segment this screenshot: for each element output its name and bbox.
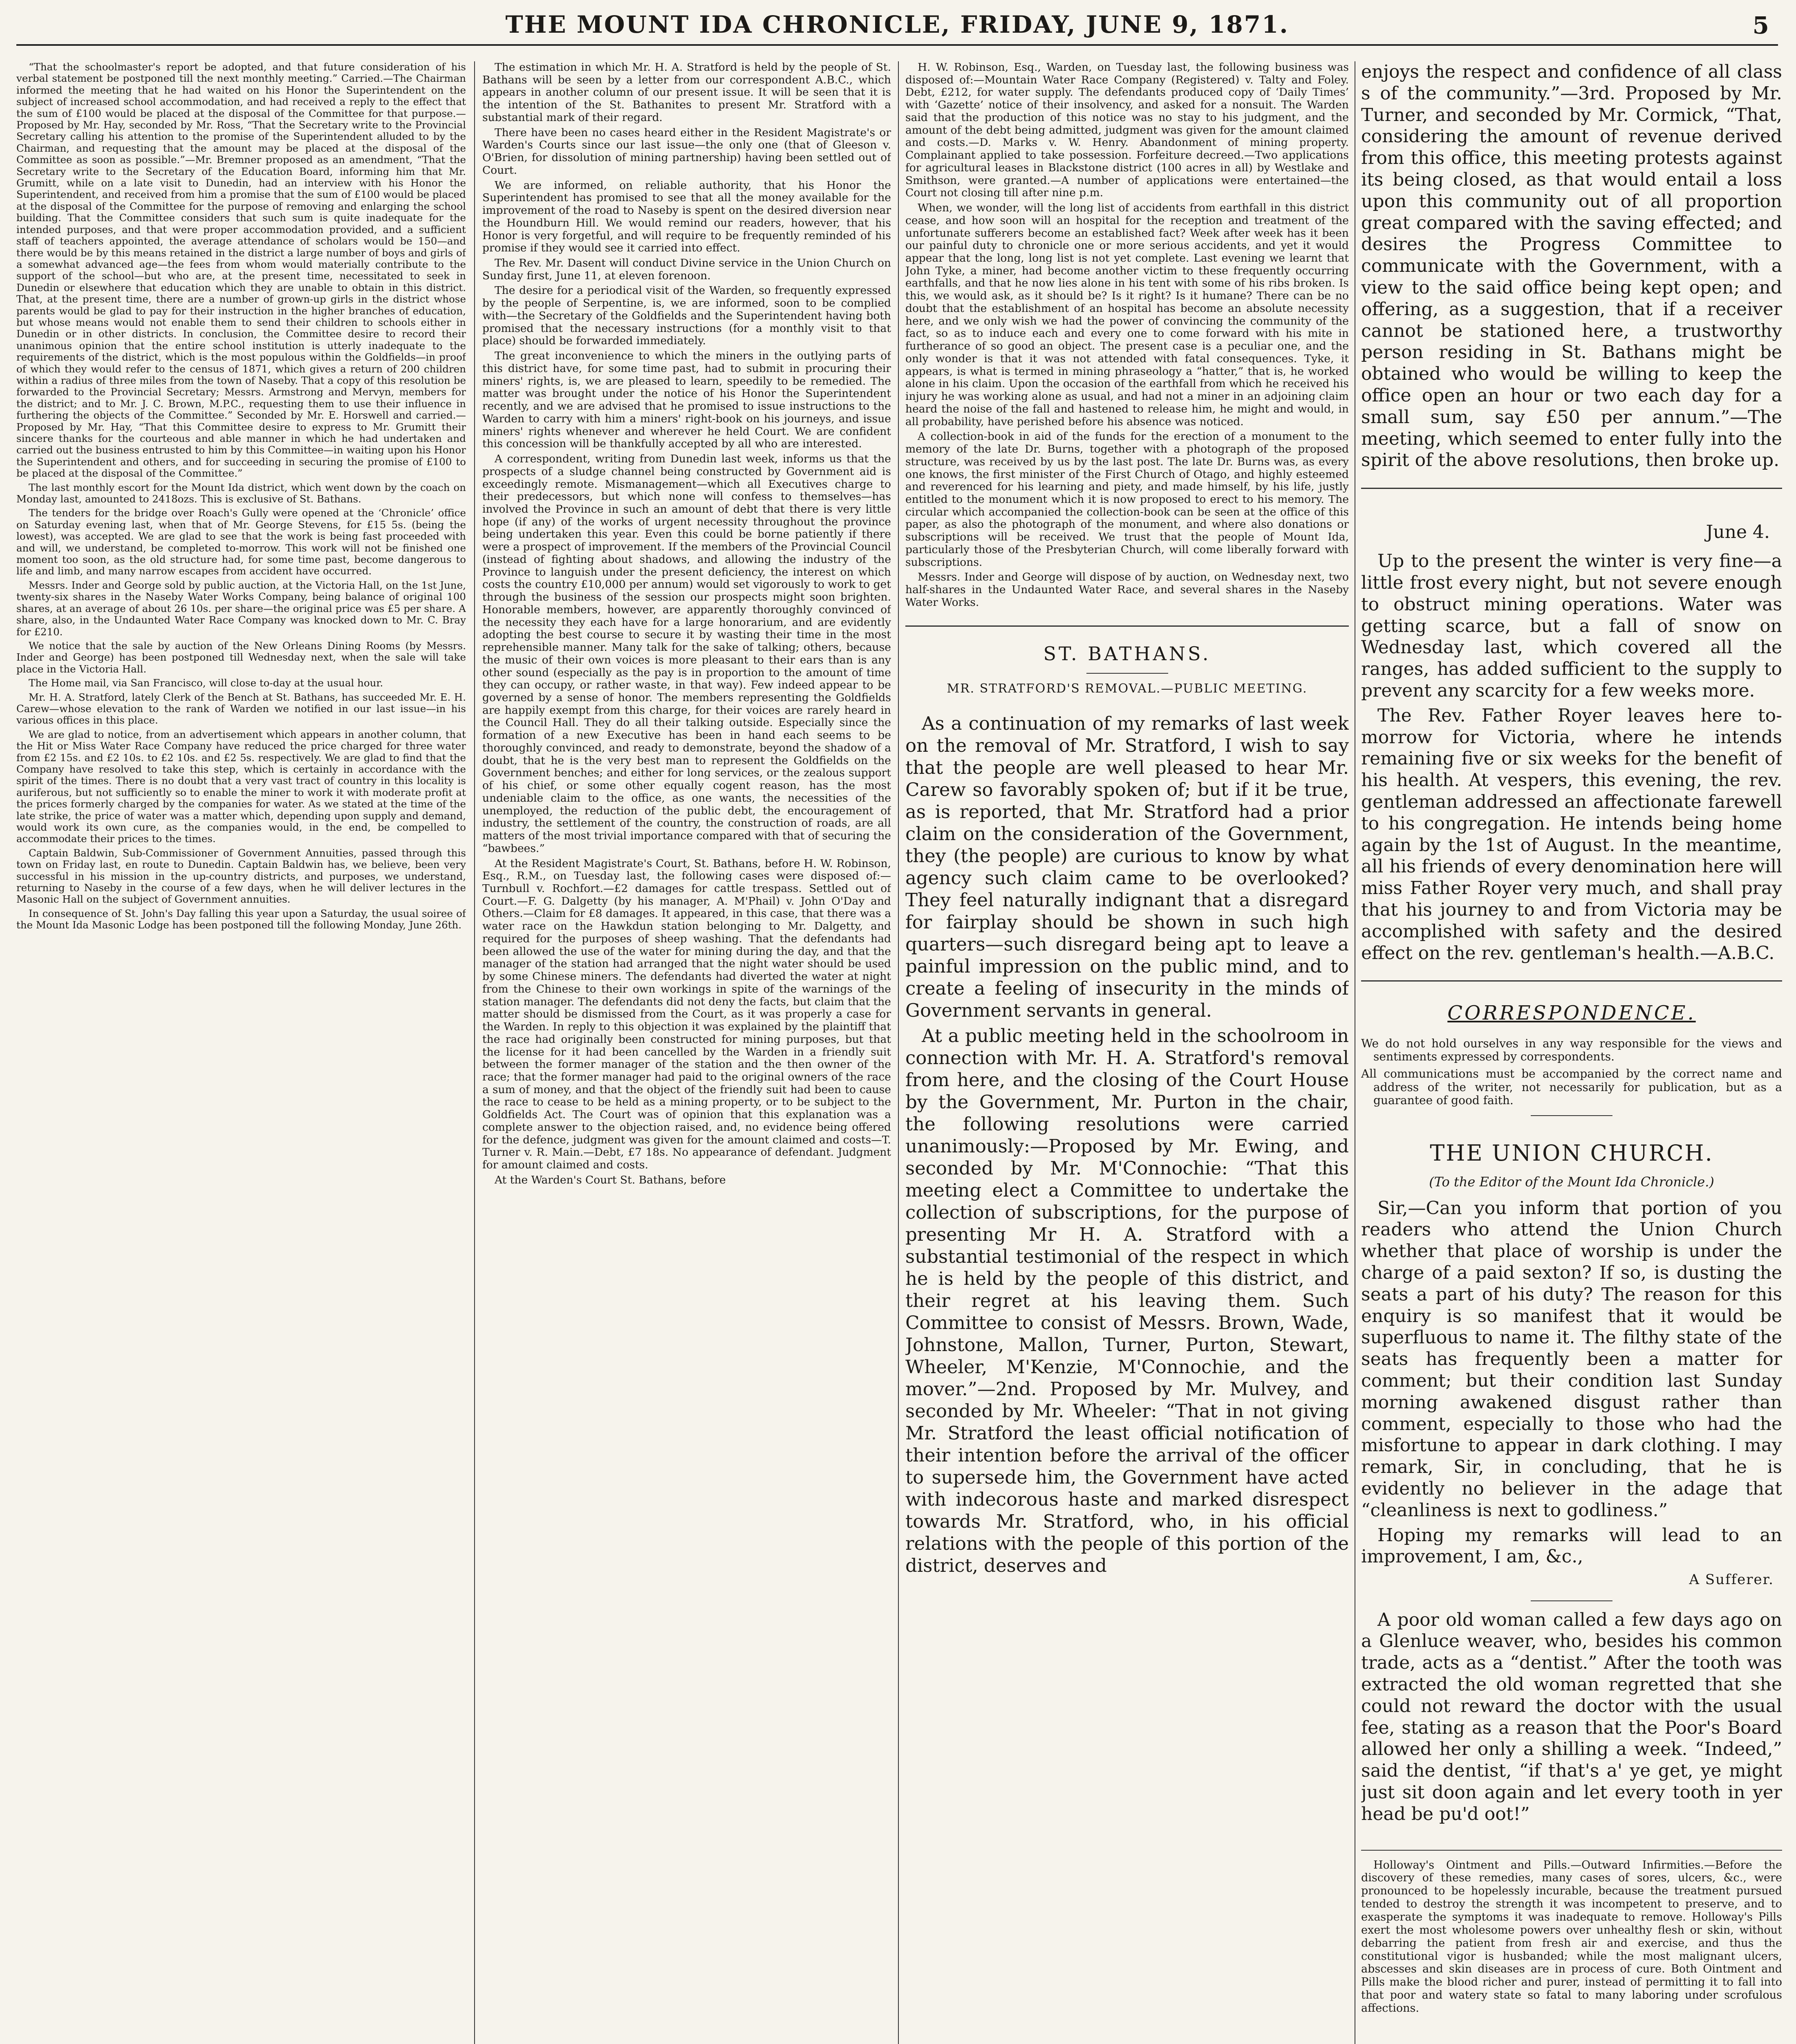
article-paragraph: At a public meeting held in the schoolroom in connection with Mr. H. A. Stratford's removal from here, and the closing of the Court House by the Government, Mr. Purton in the chair, the following resolutions were carried unanimously:—Proposed by Mr. Ewing, and seconded by Mr. M'Connochie: “That this meeting elect a Committee to undertake the collection of subscriptions, for the purpose of presenting Mr H. A. Stratford with a substantial testimonial of the respect in which he is held by the people of this district, and their regret at his leaving them. Such Committee to consist of Messrs. Brown, Wade, Johnstone, Mallon, Turner, Purton, Stewart, Wheeler, M'Kenzie, M'Connochie, and the mover.”—2nd. Proposed by Mr. Mulvey, and seconded by Mr. Wheeler: “That in not giving Mr. Stratford the least official notification of their intention before the arrival of the officer to supersede him, the Government have acted with indecorous haste and marked disrespect towards Mr. Stratford, who, in his official relations with the people of this portion of the district, deserves and — [905, 1024, 1349, 1576]
section-title: ST. BATHANS. — [1043, 642, 1211, 665]
news-paragraph: The Rev. Mr. Dasent will conduct Divine service in the Union Church on Sunday first, June 11, at eleven forenoon. — [482, 257, 891, 282]
divider — [1361, 488, 1782, 489]
news-paragraph: A collection-book in aid of the funds for the erection of a monument to the memory of the late Dr. Burns, together with a photograph of the proposed structure, was received by us by the last post. The late Dr. Burns was, as every one knows, the first minister of the First Church of Otago, and highly esteemed and reverenced for his learning and piety, and made himself, by his life, justly entitled to the monument which it is now proposed to erect to his memory. The circular which accompanied the collection-book can be seen at the office of this paper, as also the photograph of the monument, and where also donations or subscriptions will be received. We trust that the people of Mount Ida, particularly those of the Presbyterian Church, will come liberally forward with subscriptions. — [905, 430, 1349, 569]
correspondence-heading: CORRESPONDENCE. — [1447, 1002, 1696, 1025]
letter-body — [1361, 1198, 1782, 1568]
news-paragraph: Messrs. Inder and George will dispose of by auction, on Wednesday next, two half-shares in the Undaunted Water Race, and several shares in the Naseby Water Works. — [905, 571, 1349, 609]
large-type-article — [1361, 551, 1782, 964]
masthead — [16, 7, 1778, 46]
news-paragraph: In consequence of St. John's Day falling this year upon a Saturday, the usual soiree of the Mount Ida Masonic Lodge has been postponed till the following Monday, June 26th. — [16, 907, 466, 931]
anecdote — [1361, 1609, 1782, 1825]
article-paragraph: The Rev. Father Royer leaves here to-morrow for Victoria, where he intends remaining five or six weeks for the benefit of his health. At vespers, this evening, the rev. gentleman addressed an affectionate farewell to his congregation. He intends being home again by the 1st of August. In the meantime, all his friends of every denomination here will miss Father Royer very much, and shall pray that his journey to and from Victoria may be accomplished with safety and the desired effect on the rev. gentleman's health.—A.B.C. — [1361, 705, 1782, 964]
article-paragraph: enjoys the respect and confidence of all class s of the community.”—3rd. Proposed by Mr. Turner, and seconded by Mr. Cormick, “That, considering the amount of revenue derived from this office, this meeting protests against its being closed, as that would entail a loss upon this community out of all proportion great compared with the saving effected; and desires the Progress Committee to communicate with the Government, with a view to the said office being kept open; and offering, as a suggestion, that if a receiver cannot be stationed here, a trustworthy person residing in St. Bathans might be obtained who would be willing to keep the office open an hour or two each day for a small sum, say £50 per annum.”—The meeting, which seemed to enter fully into the spirit of the above resolutions, then broke up. — [1361, 61, 1782, 471]
column-3 — [905, 61, 1349, 2044]
column-4 — [1361, 61, 1782, 2044]
news-paragraph: We notice that the sale by auction of the New Orleans Dining Rooms (by Messrs. Inder and George) has been postponed till Wednesday next, when the sale will take place in the Victoria Hall. — [16, 639, 466, 675]
news-paragraph: At the Warden's Court St. Bathans, before — [495, 1173, 726, 1186]
column-rule — [898, 61, 899, 2044]
news-paragraph: Mr. H. A. Stratford, lately Clerk of the Bench at St. Bathans, has succeeded Mr. E. H. Carew—whose elevation to the rank of Warden we notified in our last issue—in his various offices in this place. — [16, 691, 466, 726]
news-paragraph: When, we wonder, will the long list of accidents from earthfall in this district cease, and how soon will an hospital for the reception and treatment of the unfortunate sufferers become an established fact? Week after week has it been our painful duty to chronicle one or more serious accidents, and yet it would appear that the long, long list is not yet complete. Last evening we learnt that John Tyke, a miner, had become another victim to these frequently occurring earthfalls, and that he now lies alone in his tent with some of his ribs broken. Is this, we would ask, as it should be? Is it right? Is it humane? There can be no doubt that the establishment of an hospital has become an absolute necessity here, and we only wish we had the power of convincing the community of the fact, so as to induce each and every one to come forward with his mite in furtherance of so good an object. The present case is a peculiar one, and the only wonder is that it was not attended with fatal consequences. Tyke, it appears, is what is termed in mining phraseology a “hatter,” that is, he worked alone in his claim. Upon the occasion of the earthfall from which he received his injury he was working alone as usual, and had not a miner in an adjoining claim heard the noise of the fall and hastened to release him, he might and would, in all probability, have perished before his absence was noticed. — [905, 202, 1349, 428]
letter-closing: Hoping my remarks will lead to an improvement, I am, &c., — [1361, 1524, 1782, 1567]
advertisement-text: Holloway's Ointment and Pills.—Outward Infirmities.—Before the discovery of these remedies, many cases of sores, ulcers, &c., were pronounced to be hopelessly incurable, because the treatment pursued tended to destroy the strength it was incompetent to preserve, and to exasperate the symptoms it was inadequate to remove. Holloway's Pills exert the most wholesome powers over unhealthy flesh or skin, without debarring the patient from fresh air and exercise, and thus the constitutional vigor is husbanded; while the most malignant ulcers, abscesses and skin diseases are in process of cure. Both Ointment and Pills make the blood richer and purer, instead of permitting it to fall into that poor and watery state so fatal to many laboring under scrofulous affections. — [1361, 1858, 1782, 2015]
news-paragraph: Messrs. Inder and George sold by public auction, at the Victoria Hall, on the 1st June, twenty-six shares in the Naseby Water Works Company, being balance of original 100 shares, at an average of about 26 10s. per share—the original price was £5 per share. A share, also, in the Undaunted Water Race Company was knocked down to Mr. C. Bray for £210. — [16, 579, 466, 638]
divider — [1086, 673, 1168, 674]
article-paragraph: Up to the present the winter is very fine—a little frost every night, but not severe enough to obstruct mining operations. Water was getting scarce, but a fall of snow on Wednesday last, which covered all the ranges, has added sufficient to the supply to prevent any scarcity for a few weeks more. — [1361, 551, 1782, 701]
dateline: June 4. — [1706, 522, 1770, 543]
letter-heading: THE UNION CHURCH. — [1430, 1140, 1713, 1166]
news-paragraph: At the Resident Magistrate's Court, St. Bathans, before H. W. Robinson, Esq., R.M., on Tuesday last, the following cases were disposed of:—Turnbull v. Rochfort.—£2 damages for cattle trespass. Settled out of Court.—F. G. Dalgetty (by his manager, A. M'Phail) v. John O'Day and Others.—Claim for £8 damages. It appeared, in this case, that there was a water race on the Hawkdun station belonging to Mr. Dalgetty, and required for the purposes of sheep washing. That the defendants had been allowed the use of the water for mining during the day, and that the manager of the station had arranged that the night water should be used by some Chinese miners. The defendants had diverted the water at night from the Chinese to their own workings in spite of the warnings of the station manager. The defendants did not deny the facts, but claim that the matter should be dismissed from the Court, as it was properly a case for the Warden. In reply to this objection it was explained by the plaintiff that the race had originally been constructed for mining purposes, but that the license for it had been cancelled by the Warden in a friendly suit between the former manager of the station and the then owner of the race; that the former manager had paid to the original owners of the race a sum of money, and that the object of the friendly suit had been to cause the race to cease to be held as a mining property, or to be subject to the Goldfields Act. The Court was of opinion that this explanation was a complete answer to the objection raised, and, no evidence being offered for the defence, judgment was given for the amount claimed and costs—T. Turner v. R. Main.—Debt, £7 18s. No appearance of defendant. Judgment for amount claimed and costs. — [482, 857, 891, 1172]
news-paragraph: The great inconvenience to which the miners in the outlying parts of this district have, for some time past, had to submit in procuring their miners' rights, is, we are pleased to learn, speedily to be remedied. The matter was brought under the notice of his Honor the Superintendent recently, and we are advised that he promised to issue instructions to the Warden to carry with him a miners' right-book on his journeys, and issue miners' rights whenever and wherever he held Court. We are confident this concession will be thankfully accepted by all who are interested. — [482, 350, 891, 450]
column-1 — [16, 61, 466, 2044]
anecdote-paragraph: A poor old woman called a few days ago on a Glenluce weaver, who, besides his common trade, acts as a “dentist.” After the tooth was extracted the old woman regretted that she could not reward the doctor with the usual fee, stating as a reason that the Poor's Board allowed her only a shilling a week. “Indeed,” said the dentist, “if that's a' ye get, ye might just sit doon again and let every tooth in yer head be pu'd oot!” — [1361, 1609, 1782, 1824]
news-paragraph: “That the schoolmaster's report be adopted, and that future consideration of his verbal statement be postponed till the next monthly meeting.” Carried.—The Chairman informed the meeting that he had waited on his Honor the Superintendent on the subject of increased school accommodation, and had received a reply to the effect that the sum of £100 would be placed at the disposal of the Committee for that purpose.—Proposed by Mr. Hay, seconded by Mr. Ross, “That the Secretary write to the Provincial Secretary calling his attention to the promise of the Superintendent alluded to by the Chairman, and requesting that the amount may be placed at the disposal of the Committee as soon as possible.”—Mr. Bremner proposed as an amendment, “That the Secretary write to the Secretary of the Education Board, informing him that Mr. Grumitt, while on a late visit to Dunedin, had an interview with his Honor the Superintendent, and received from him a promise that the sum of £100 would be placed at the disposal of the Committee for the purpose of removing and enlarging the school building. That the Committee considers that such sum is quite inadequate for the intended purposes, and that were proper accommodation provided, and a sufficient staff of teachers appointed, the average attendance of scholars would be 150—and there would be by this means retained in the district a large number of boys and girls of a somewhat advanced age—the fees from whom would materially contribute to the support of the school—but who are, at the present time, necessitated to seek in Dunedin or elsewhere that education which they are unable to obtain in this district. That, at the present time, there are a number of grown-up girls in the district whose parents would be glad to pay for their instruction in the higher branches of education, but whose means would not enable them to send their children to schools either in Dunedin or in other districts. In conclusion, the Committee desire to record their unanimous opinion that the entire school institution is utterly inadequate to the requirements of the district, which is the most populous within the Goldfields—in proof of which they would refer to the census of 1871, which gives a return of 200 children within a radius of three miles from the town of Naseby. That a copy of this resolution be forwarded to the Provincial Secretary; Messrs. Armstrong and Mervyn, members for the district; and to Mr. J. C. Brown, M.P.C., requesting them to use their influence in furthering the objects of the Committee.” Seconded by Mr. E. Horswell and carried.—Proposed by Mr. Hay, “That this Committee desire to express to Mr. Grumitt their sincere thanks for the courteous and able manner in which he had undertaken and carried out the business entrusted to him by this Committee—in waiting upon his Honor the Superintendent and others, and for succeeding in securing the promise of £100 to be placed at the disposal of the Committee.” — [16, 61, 466, 480]
editorial-notice: All communications must be accompanied by the correct name and address of the writer, not necessarily for publication, but as a guarantee of good faith. — [1361, 1067, 1782, 1107]
news-paragraph: We are glad to notice, from an advertisement which appears in another column, that the Hit or Miss Water Race Company have reduced the price charged for three water from £2 15s. and £2 10s. to £2 10s. and £2 5s. respectively. We are glad to find that the Company have resolved to take this step, which is certainly in accordance with the spirit of the times. There is no doubt that a very vast tract of country in this locality is auriferous, but not sufficiently so to enable the miner to work it with moderate profit at the prices formerly charged by the companies for water. As we stated at the time of the late strike, the price of water was a matter which, depending upon supply and demand, would work its own cure, as the companies would, in the end, be compelled to accommodate their prices to the times. — [16, 728, 466, 845]
section-subtitle: MR. STRATFORD'S REMOVAL.—PUBLIC MEETING. — [947, 681, 1308, 696]
column-rule — [474, 61, 475, 2044]
news-paragraph: The Home mail, via San Francisco, will close to-day at the usual hour. — [29, 677, 383, 689]
letter-paragraph: Sir,—Can you inform that portion of you readers who attend the Union Church whether that place of worship is under the charge of a paid sexton? If so, is dusting the seats a part of his duty? The reason for this enquiry is so manifest that it would be superfluous to name it. The filthy state of the seats has frequently been a matter for comment; but their condition last Sunday morning awakened disgust rather than comment, especially to those who had the misfortune to appear in dark clothing. I may remark, Sir, in concluding, that he is evidently no believer in the adage that “cleanliness is next to godliness.” — [1361, 1197, 1782, 1521]
news-paragraph: A correspondent, writing from Dunedin last week, informs us that the prospects of a sludge channel being constructed by Government aid is exceedingly remote. Mismanagement—which all Executives charge to their predecessors, but which none will confess to themselves—has involved the Province in such an amount of debt that there is very little hope (if any) of the works of urgent necessity throughout the province being undertaken this year. Even this could be borne patiently if there were a prospect of improvement. If the members of the Provincial Council (instead of fighting about shadows, and allowing the industry of the Province to languish under the present deficiency, the interest on which costs the country £10,000 per annum) would set vigorously to work to get through the business of the session our prospects might soon brighten. Honorable members, however, are apparently thoroughly convinced of the necessity they each have for a large honorarium, and are evidently adopting the best course to secure it by wasting their time in the most reprehensible manner. Many talk for the sake of talking; others, because the music of their own voices is more pleasant to their ears than is any other sound (especially as the pay is in proportion to the amount of time they can occupy, or rather waste, in that way). Few indeed appear to be governed by a sense of honor. The members representing the Goldfields are happily exempt from this charge, for their voices are rarely heard in the Council Hall. They do all their talking outside. Especially since the formation of a new Executive has been in hand each seems to be thoroughly convinced, and ready to demonstrate, beyond the shadow of a doubt, that he is the very best man to represent the Goldfields on the Government benches; and either for long services, or the zealous support of his chief, or some other equally cogent reason, has the most undeniable claim to the office, as one wants, the necessities of the unemployed, the reduction of the public debt, the encouragement of industry, the settlement of the country, the construction of roads, are all matters of the most trivial importance compared with that of securing the “bawbees.” — [482, 453, 891, 855]
news-paragraph: The last monthly escort for the Mount Ida district, which went down by the coach on Monday last, amounted to 2418ozs. This is exclusive of St. Bathans. — [16, 481, 466, 505]
page-number: 5 — [1752, 11, 1769, 39]
news-paragraph: The estimation in which Mr. H. A. Stratford is held by the people of St. Bathans will be seen by a letter from our correspondent A.B.C., which appears in another column of our present issue. It will be seen that it is the intention of the St. Bathanites to present Mr. Stratford with a substantial mark of their regard. — [482, 61, 891, 124]
news-paragraph: The desire for a periodical visit of the Warden, so frequently expressed by the people of Serpentine, is, we are informed, soon to be complied with—the Secretary of the Goldfields and the Superintendent having both promised that the necessary instructions (for a monthly visit to that place) should be forwarded immediately. — [482, 284, 891, 347]
news-paragraph: There have been no cases heard either in the Resident Magistrate's or Warden's Courts since our last issue—the only one (that of Gleeson v. O'Brien, for dissolution of mining partnership) having been settled out of Court. — [482, 126, 891, 177]
advertisement — [1361, 1850, 1782, 2015]
divider — [1531, 1115, 1612, 1116]
news-paragraph: We are informed, on reliable authority, that his Honor the Superintendent has promised to see that all the money available for the improvement of the road to Naseby is spent on the desired diversion near the Houndburn Hill. We would remind our readers, however, that his Honor is very forgetful, and will require to be frequently reminded of his promise if they would see it carried into effect. — [482, 179, 891, 255]
divider — [1361, 980, 1782, 982]
large-type-article — [905, 713, 1349, 1577]
news-paragraph: The tenders for the bridge over Roach's Gully were opened at the ‘Chronicle’ office on Saturday evening last, when that of Mr. George Stevens, for £15 5s. (being the lowest), was accepted. We are glad to see that the work is being fast proceeded with and will, we understand, be completed to-morrow. This work will not be finished one moment too soon, as the old structure had, for some time past, become dangerous to life and limb, and many narrow escapes from accident have occurred. — [16, 507, 466, 577]
letter-signature: A Sufferer. — [1689, 1571, 1774, 1588]
column-2 — [482, 61, 891, 2044]
page-header-title: THE MOUNT IDA CHRONICLE, FRIDAY, JUNE 9, 1871. — [505, 11, 1289, 38]
news-paragraph: H. W. Robinson, Esq., Warden, on Tuesday last, the following business was disposed of:—Mountain Water Race Company (Registered) v. Talty and Foley. Debt, £212, for water supply. The defendants produced copy of ‘Daily Times’ with ‘Gazette’ notice of their insolvency, and asked for a nonsuit. The Warden said that the production of this notice was no stay to his judgment, and the amount of the debt being admitted, judgment was given for the amount claimed and costs.—D. Marks v. W. Henry. Abandonment of mining property. Complainant applied to take possession. Forfeiture decreed.—Two applications for agricultural leases in Blackstone district (100 acres in all) by Westlake and Smithson, were granted.—A number of applications were entertained—the Court not closing till after nine p.m. — [905, 61, 1349, 199]
section-divider — [905, 625, 1349, 627]
news-paragraph: Captain Baldwin, Sub-Commissioner of Government Annuities, passed through this town on Friday last, en route to Dunedin. Captain Baldwin has, we believe, been very successful in his mission in the up-country districts, and purposes, we understand, returning to Naseby in the course of a few days, when he will deliver lectures in the Masonic Hall on the subject of Government annuities. — [16, 847, 466, 905]
editorial-notice: We do not hold ourselves in any way responsible for the views and sentiments expressed by correspondents. — [1361, 1036, 1782, 1064]
large-type-article — [1361, 61, 1782, 471]
divider — [1531, 1600, 1612, 1601]
letter-addressee: (To the Editor of the Mount Ida Chronicle.) — [1429, 1174, 1714, 1190]
article-paragraph: As a continuation of my remarks of last week on the removal of Mr. Stratford, I wish to say that the people are well pleased to hear Mr. Carew so favorably spoken of; but if it be true, as is reported, that Mr. Stratford had a prior claim on the consideration of the Government, they (the people) are curious to know by what agency such claim came to be overlooked? They feel naturally indignant that a disregard for fairplay should be shown in such high quarters—such disregard being apt to leave a painful impression on the public mind, and to create a feeling of insecurity in the minds of Government servants in general. — [905, 712, 1349, 1021]
